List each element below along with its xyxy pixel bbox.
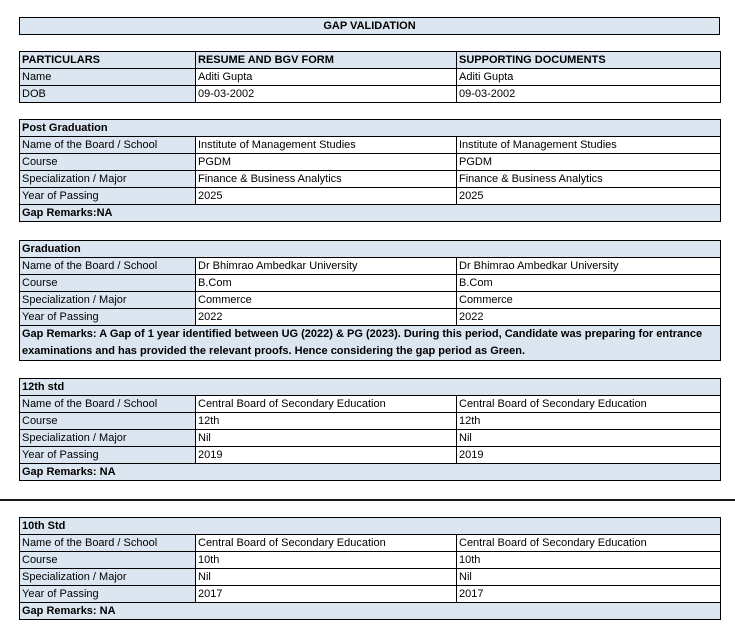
resume-value: Finance & Business Analytics (196, 171, 457, 188)
row-label: Year of Passing (20, 447, 196, 464)
resume-value: 2017 (196, 586, 457, 603)
row-label: Name of the Board / School (20, 258, 196, 275)
row-label: Specialization / Major (20, 569, 196, 586)
row-label: Name of the Board / School (20, 535, 196, 552)
section-heading: Post Graduation (20, 120, 721, 137)
row-label: Specialization / Major (20, 430, 196, 447)
docs-value: Nil (457, 430, 721, 447)
row-label: DOB (20, 86, 196, 103)
resume-value: 2019 (196, 447, 457, 464)
docs-value: 2017 (457, 586, 721, 603)
section-graduation (19, 240, 721, 361)
resume-value: B.Com (196, 275, 457, 292)
table-row (20, 154, 721, 171)
docs-value: Institute of Management Studies (457, 137, 721, 154)
particulars-header: PARTICULARS (20, 52, 196, 69)
section-heading: 12th std (20, 379, 721, 396)
table-row (20, 188, 721, 205)
page-title: GAP VALIDATION (19, 17, 720, 35)
section-heading: Graduation (20, 241, 721, 258)
docs-value: B.Com (457, 275, 721, 292)
docs-value: PGDM (457, 154, 721, 171)
table-row (20, 309, 721, 326)
docs-value: 2019 (457, 447, 721, 464)
docs-value: Finance & Business Analytics (457, 171, 721, 188)
resume-value: PGDM (196, 154, 457, 171)
row-label: Name of the Board / School (20, 137, 196, 154)
row-label: Course (20, 413, 196, 430)
resume-value: 12th (196, 413, 457, 430)
table-row (20, 586, 721, 603)
row-label: Year of Passing (20, 309, 196, 326)
row-label: Name of the Board / School (20, 396, 196, 413)
section-heading: 10th Std (20, 518, 721, 535)
resume-value: Nil (196, 430, 457, 447)
docs-value: Central Board of Secondary Education (457, 396, 721, 413)
table-row (20, 258, 721, 275)
resume-value: Institute of Management Studies (196, 137, 457, 154)
docs-value: Dr Bhimrao Ambedkar University (457, 258, 721, 275)
resume-value: Aditi Gupta (196, 69, 457, 86)
docs-value: 10th (457, 552, 721, 569)
row-label: Course (20, 154, 196, 171)
table-row (20, 447, 721, 464)
particulars-header-row (20, 52, 721, 69)
resume-value: 10th (196, 552, 457, 569)
resume-value: Dr Bhimrao Ambedkar University (196, 258, 457, 275)
section-10th-std (19, 517, 721, 620)
dob-row (20, 86, 721, 103)
row-label: Name (20, 69, 196, 86)
table-row (20, 552, 721, 569)
table-row (20, 396, 721, 413)
docs-value: Central Board of Secondary Education (457, 535, 721, 552)
docs-value: 09-03-2002 (457, 86, 721, 103)
docs-value: Aditi Gupta (457, 69, 721, 86)
row-label: Specialization / Major (20, 292, 196, 309)
table-row (20, 275, 721, 292)
resume-value: 2025 (196, 188, 457, 205)
resume-value: 09-03-2002 (196, 86, 457, 103)
gap-remarks: Gap Remarks: NA (20, 464, 721, 481)
docs-value: 12th (457, 413, 721, 430)
table-row (20, 413, 721, 430)
supporting-header: SUPPORTING DOCUMENTS (457, 52, 721, 69)
gap-remarks: Gap Remarks: A Gap of 1 year identified between UG (2022) & PG (2023). During this period, Candidate was preparing for entrance examinations and has provided the relevant proofs. Hence considering the gap period as Green. (20, 326, 721, 361)
resume-header: RESUME AND BGV FORM (196, 52, 457, 69)
gap-remarks: Gap Remarks:NA (20, 205, 721, 222)
docs-value: 2025 (457, 188, 721, 205)
name-row (20, 69, 721, 86)
table-row (20, 292, 721, 309)
table-row (20, 535, 721, 552)
section-12th-std (19, 378, 721, 481)
table-row (20, 171, 721, 188)
page-divider (0, 499, 735, 501)
row-label: Course (20, 275, 196, 292)
resume-value: 2022 (196, 309, 457, 326)
docs-value: Commerce (457, 292, 721, 309)
particulars-table (19, 51, 721, 103)
row-label: Year of Passing (20, 188, 196, 205)
section-post-graduation (19, 119, 721, 222)
row-label: Specialization / Major (20, 171, 196, 188)
table-row (20, 569, 721, 586)
docs-value: 2022 (457, 309, 721, 326)
gap-remarks: Gap Remarks: NA (20, 603, 721, 620)
table-row (20, 137, 721, 154)
resume-value: Central Board of Secondary Education (196, 396, 457, 413)
resume-value: Central Board of Secondary Education (196, 535, 457, 552)
row-label: Year of Passing (20, 586, 196, 603)
resume-value: Nil (196, 569, 457, 586)
table-row (20, 430, 721, 447)
row-label: Course (20, 552, 196, 569)
resume-value: Commerce (196, 292, 457, 309)
docs-value: Nil (457, 569, 721, 586)
